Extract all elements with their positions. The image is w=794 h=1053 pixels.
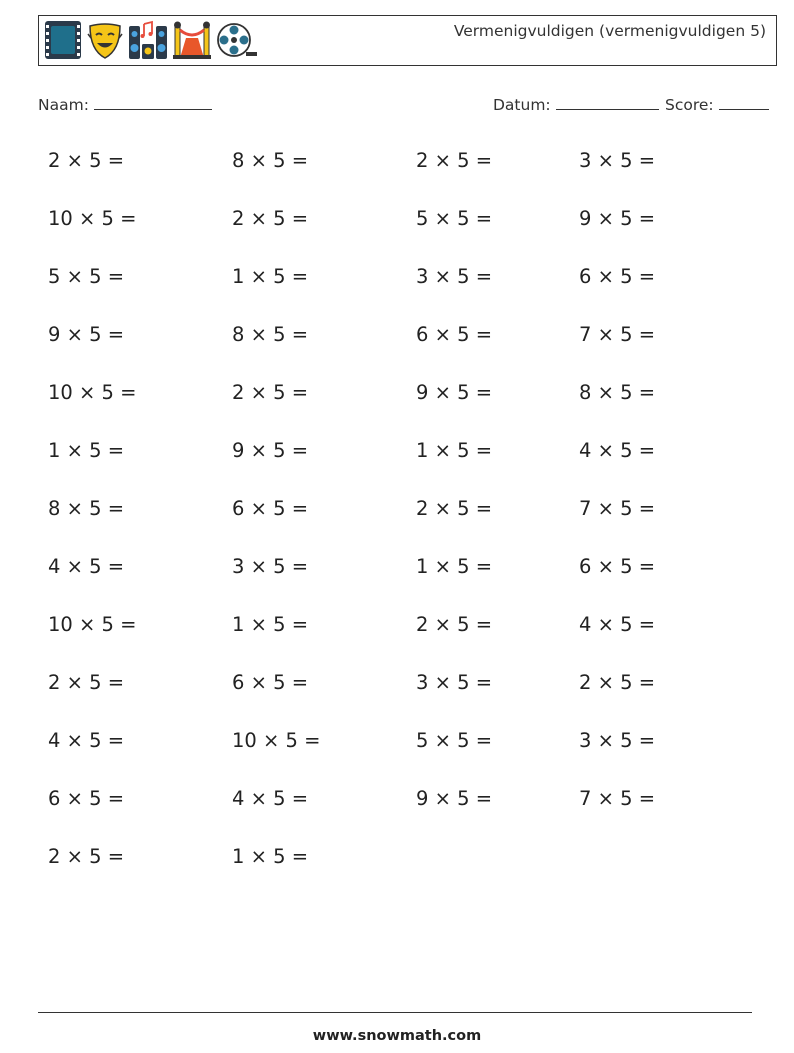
problem-item: 5 × 5 = <box>48 265 125 288</box>
problem-item: 3 × 5 = <box>416 671 493 694</box>
problem-item: 4 × 5 = <box>579 439 656 462</box>
score-field <box>665 93 769 114</box>
date-label: Datum: <box>493 96 551 114</box>
problem-item: 4 × 5 = <box>48 555 125 578</box>
problem-item: 1 × 5 = <box>232 845 309 868</box>
problem-item: 8 × 5 = <box>579 381 656 404</box>
problem-item: 9 × 5 = <box>416 787 493 810</box>
problem-item: 2 × 5 = <box>48 671 125 694</box>
red-carpet-icon <box>172 20 212 60</box>
music-speakers-icon <box>128 20 168 60</box>
problem-item: 5 × 5 = <box>416 729 493 752</box>
problem-item: 9 × 5 = <box>579 207 656 230</box>
header-icons <box>44 20 258 62</box>
problem-item: 10 × 5 = <box>48 613 137 636</box>
worksheet-title: Vermenigvuldigen (vermenigvuldigen 5) <box>453 22 766 40</box>
problem-item: 7 × 5 = <box>579 787 656 810</box>
problem-item: 2 × 5 = <box>579 671 656 694</box>
problem-item: 7 × 5 = <box>579 323 656 346</box>
worksheet-header <box>38 15 777 66</box>
name-label: Naam: <box>38 96 89 114</box>
name-blank[interactable] <box>94 93 212 110</box>
problem-item: 8 × 5 = <box>232 323 309 346</box>
problem-item: 7 × 5 = <box>579 497 656 520</box>
problem-item: 1 × 5 = <box>232 613 309 636</box>
problem-item: 6 × 5 = <box>579 265 656 288</box>
problem-item: 3 × 5 = <box>232 555 309 578</box>
film-frame-icon <box>44 20 82 60</box>
problem-item: 2 × 5 = <box>232 207 309 230</box>
problem-item: 3 × 5 = <box>579 149 656 172</box>
problem-item: 4 × 5 = <box>232 787 309 810</box>
problem-item: 6 × 5 = <box>232 497 309 520</box>
problem-item: 9 × 5 = <box>416 381 493 404</box>
problem-item: 2 × 5 = <box>232 381 309 404</box>
date-field <box>493 93 659 114</box>
problem-item: 4 × 5 = <box>48 729 125 752</box>
problem-item: 6 × 5 = <box>48 787 125 810</box>
problem-item: 10 × 5 = <box>232 729 321 752</box>
problem-item: 6 × 5 = <box>232 671 309 694</box>
problem-item: 10 × 5 = <box>48 381 137 404</box>
problem-item: 10 × 5 = <box>48 207 137 230</box>
footer-divider <box>38 1012 752 1013</box>
problem-item: 9 × 5 = <box>232 439 309 462</box>
problem-item: 2 × 5 = <box>416 497 493 520</box>
footer-website: www.snowmath.com <box>312 1028 482 1044</box>
film-reel-icon <box>216 20 258 60</box>
problem-item: 2 × 5 = <box>48 149 125 172</box>
problem-item: 9 × 5 = <box>48 323 125 346</box>
problem-item: 3 × 5 = <box>416 265 493 288</box>
problem-item: 2 × 5 = <box>416 613 493 636</box>
problem-item: 1 × 5 = <box>416 555 493 578</box>
problem-item: 8 × 5 = <box>48 497 125 520</box>
score-blank[interactable] <box>719 93 769 110</box>
date-blank[interactable] <box>556 93 659 110</box>
problem-item: 2 × 5 = <box>416 149 493 172</box>
problem-item: 1 × 5 = <box>416 439 493 462</box>
theater-mask-icon <box>86 20 124 60</box>
problem-item: 6 × 5 = <box>416 323 493 346</box>
problem-item: 5 × 5 = <box>416 207 493 230</box>
problem-item: 1 × 5 = <box>48 439 125 462</box>
problem-item: 1 × 5 = <box>232 265 309 288</box>
problem-item: 2 × 5 = <box>48 845 125 868</box>
problem-item: 6 × 5 = <box>579 555 656 578</box>
problem-item: 4 × 5 = <box>579 613 656 636</box>
name-field <box>38 93 212 114</box>
problem-item: 8 × 5 = <box>232 149 309 172</box>
score-label: Score: <box>665 96 714 114</box>
problem-item: 3 × 5 = <box>579 729 656 752</box>
